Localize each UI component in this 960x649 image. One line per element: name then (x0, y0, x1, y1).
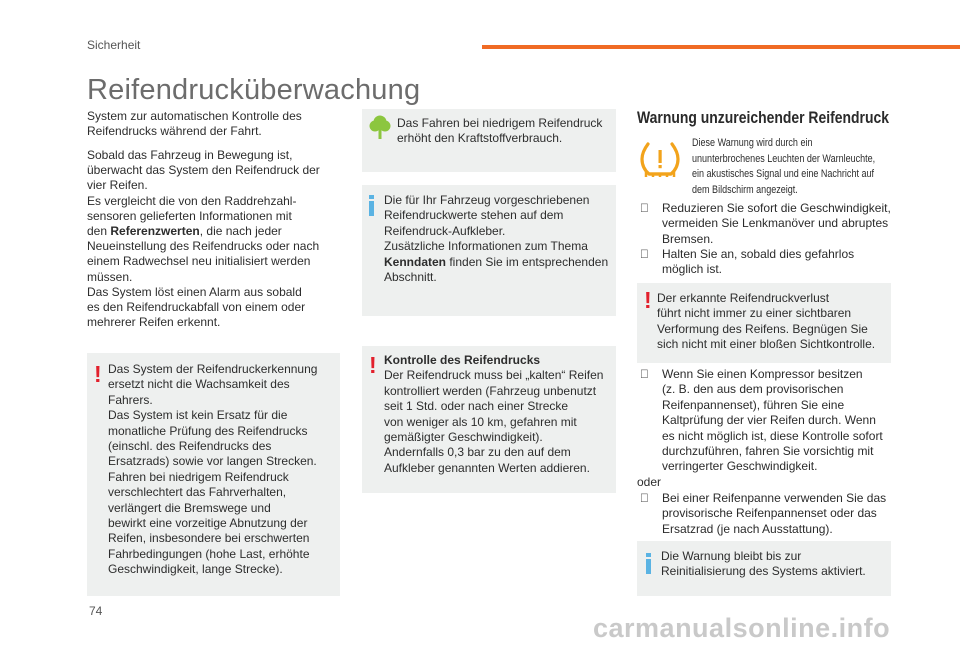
text-line: Die für Ihr Fahrzeug vorgeschriebenen (384, 193, 590, 207)
text-line: Ersatzrads) sowie vor langen Strecken. (108, 454, 317, 469)
info-box-warning-persists (637, 541, 891, 596)
text-line: sensoren gelieferten Informationen mit (87, 208, 292, 223)
text-line: System zur automatischen Kontrolle des (87, 109, 302, 123)
check-pressure-heading (384, 353, 612, 368)
text-line: verschlechtert das Fahrverhalten, (108, 485, 287, 500)
check-pressure-box (362, 346, 616, 493)
text-line: Der erkannte Reifendruckverlust (657, 291, 830, 305)
text-line: Es vergleicht die von den Raddrehzahl- (87, 193, 297, 208)
text-line: Reifendrucks während der Fahrt. (87, 124, 262, 139)
text-line: ein akustisches Signal und eine Nachricht auf (692, 168, 875, 180)
bullet-marker (640, 201, 649, 216)
text-line: ununterbrochenes Leuchten der Warnleuchte, (692, 152, 876, 165)
warning-icon: ! (369, 352, 377, 378)
eco-tree-icon (369, 114, 391, 140)
warning-icon: ! (94, 361, 102, 387)
text-span: finden Sie im entsprechenden (446, 254, 609, 269)
text-line: (z. B. den aus dem provisorischen (662, 382, 844, 397)
system-description (87, 148, 337, 330)
page-number: 74 (89, 604, 103, 618)
bullet-marker (640, 491, 649, 506)
list-item-text (662, 491, 886, 537)
warning-box-visual-check (637, 283, 891, 363)
watermark: carmanualsonline.info (593, 613, 891, 643)
warning-text (657, 291, 887, 353)
info-box-pressure-values (362, 185, 616, 316)
warning-text (108, 362, 336, 578)
text-line: von weniger als 10 km, gefahren mit (384, 414, 577, 429)
text-line: Abschnitt. (384, 270, 437, 285)
text-line: gemäßigter Geschwindigkeit). (384, 430, 543, 445)
warning-box-vigilance (87, 353, 340, 596)
warning-icon-description (692, 136, 915, 198)
text-line: seit 1 Std. oder nach einer Strecke (384, 399, 569, 414)
text-line: einem Radwechsel neu initialisiert werden (87, 254, 311, 269)
tyre-pressure-warning-icon (639, 140, 681, 178)
text-line: Geschwindigkeit, lange Strecke). (108, 562, 283, 577)
text-line: bewirkt eine vorzeitige Abnutzung der (108, 516, 308, 531)
text-line: ersetzt nicht die Wachsamkeit des (108, 377, 290, 392)
text-line: möglich ist. (662, 262, 723, 277)
text-line: monatliche Prüfung des Reifendrucks (108, 423, 308, 438)
text-line: (einschl. des Reifendrucks des (108, 439, 272, 454)
text-line: Aufkleber genannten Werten addieren. (384, 460, 590, 475)
text-line: Der Reifendruck muss bei „kalten“ Reifen (384, 368, 604, 383)
text-line: Ersatzrad (je nach Ausstattung). (662, 521, 833, 536)
text-line: Die Warnung bleibt bis zur (661, 549, 802, 563)
list-item-text (662, 201, 891, 247)
text-line: vier Reifen. (87, 178, 148, 193)
text-line: Wenn Sie einen Kompressor besitzen (662, 367, 863, 381)
text-line: Reinitialisierung des Systems aktiviert. (661, 564, 866, 579)
text-line: Reifendruckwerte stehen auf dem (384, 208, 564, 223)
eco-box (362, 109, 616, 172)
check-pressure-text (384, 353, 612, 476)
text-line: Zusätzliche Informationen zum Thema (384, 239, 588, 254)
text-line: Neueinstellung des Reifendrucks oder nach (87, 239, 320, 254)
section-accent-bar (482, 45, 960, 49)
text-line: Reifen, insbesondere bei erschwerten (108, 531, 310, 546)
text-line: führt nicht immer zu einer sichtbaren (657, 306, 852, 321)
list-item-text (662, 247, 854, 278)
text-line: Fahrers. (108, 392, 153, 407)
section-heading: Warnung unzureichender Reifendruck (637, 108, 889, 127)
text-line: kontrolliert werden (Fahrzeug unbenutzt (384, 383, 597, 398)
text-line: es den Reifendruckabfall von einem oder (87, 300, 306, 315)
text-line: Das System löst einen Alarm aus sobald (87, 284, 302, 299)
text-line: dem Bildschirm angezeigt. (692, 183, 798, 196)
text-line: Reduzieren Sie sofort die Geschwindigkeit, (662, 201, 891, 215)
text-line: verlängert die Bremswege und (108, 500, 271, 515)
info-text (384, 193, 612, 285)
text-line: Verformung des Reifens. Begnügen Sie (657, 321, 868, 336)
text-line: Das Fahren bei niedrigem Reifendruck (397, 116, 603, 130)
warning-icon: ! (644, 287, 652, 313)
text-line: Das System ist kein Ersatz für die (108, 408, 288, 423)
info-icon (646, 553, 651, 574)
text-line: Halten Sie an, sobald dies gefahrlos (662, 247, 855, 261)
eco-text (397, 116, 612, 147)
text-line: überwacht das System den Reifendruck der (87, 163, 320, 178)
text-line: Reifenpannenset), führen Sie eine (662, 397, 845, 412)
text-line: erhöht den Kraftstoffverbrauch. (397, 131, 563, 146)
text-line: es nicht möglich ist, diese Kontrolle sofort (662, 428, 883, 443)
text-line: verringerter Geschwindigkeit. (662, 459, 818, 474)
text-line: Kaltprüfung der vier Reifen durch. Wenn (662, 413, 876, 428)
heading-text: Kontrolle des Reifendrucks (384, 353, 541, 367)
text-line: Diese Warnung wird durch ein (692, 137, 813, 149)
info-icon (369, 195, 374, 216)
list-item-text (662, 367, 883, 475)
reference-values-term: Referenzwerten (110, 224, 200, 239)
text-line: Bremsen. (662, 231, 714, 246)
text-span: den (87, 224, 111, 239)
text-line: provisorische Reifenpannenset oder das (662, 506, 877, 521)
text-line: sich nicht mit einer bloßen Sichtkontrolle. (657, 337, 876, 352)
text-span: , die nach jeder (199, 224, 282, 239)
text-line: mehrerer Reifen erkennt. (87, 315, 221, 330)
text-line: Bei einer Reifenpanne verwenden Sie das (662, 491, 887, 505)
text-line: müssen. (87, 269, 133, 284)
info-text (661, 549, 887, 580)
bullet-marker (640, 367, 649, 382)
section-label: Sicherheit (87, 38, 141, 52)
page-title: Reifendrucküberwachung (87, 74, 421, 106)
intro-paragraph (87, 109, 337, 139)
text-line: Fahren bei niedrigem Reifendruck (108, 469, 289, 484)
text-line: Fahrbedingungen (hohe Last, erhöhte (108, 546, 310, 561)
text-line (87, 224, 337, 239)
text-line: durchzuführen, fahren Sie vorsichtig mit (662, 444, 874, 459)
kenndaten-term: Kenndaten (384, 254, 447, 269)
text-line: Reifendruck-Aufkleber. (384, 223, 506, 238)
text-line (384, 255, 612, 270)
oder-text: oder (637, 475, 662, 489)
text-line: Das System der Reifendruckerkennung (108, 362, 318, 376)
text-line: vermeiden Sie Lenkmanöver und abruptes (662, 216, 889, 231)
bullet-marker (640, 247, 649, 262)
text-line: Sobald das Fahrzeug in Bewegung ist, (87, 148, 293, 162)
text-line: Andernfalls 0,3 bar zu den auf dem (384, 445, 571, 460)
